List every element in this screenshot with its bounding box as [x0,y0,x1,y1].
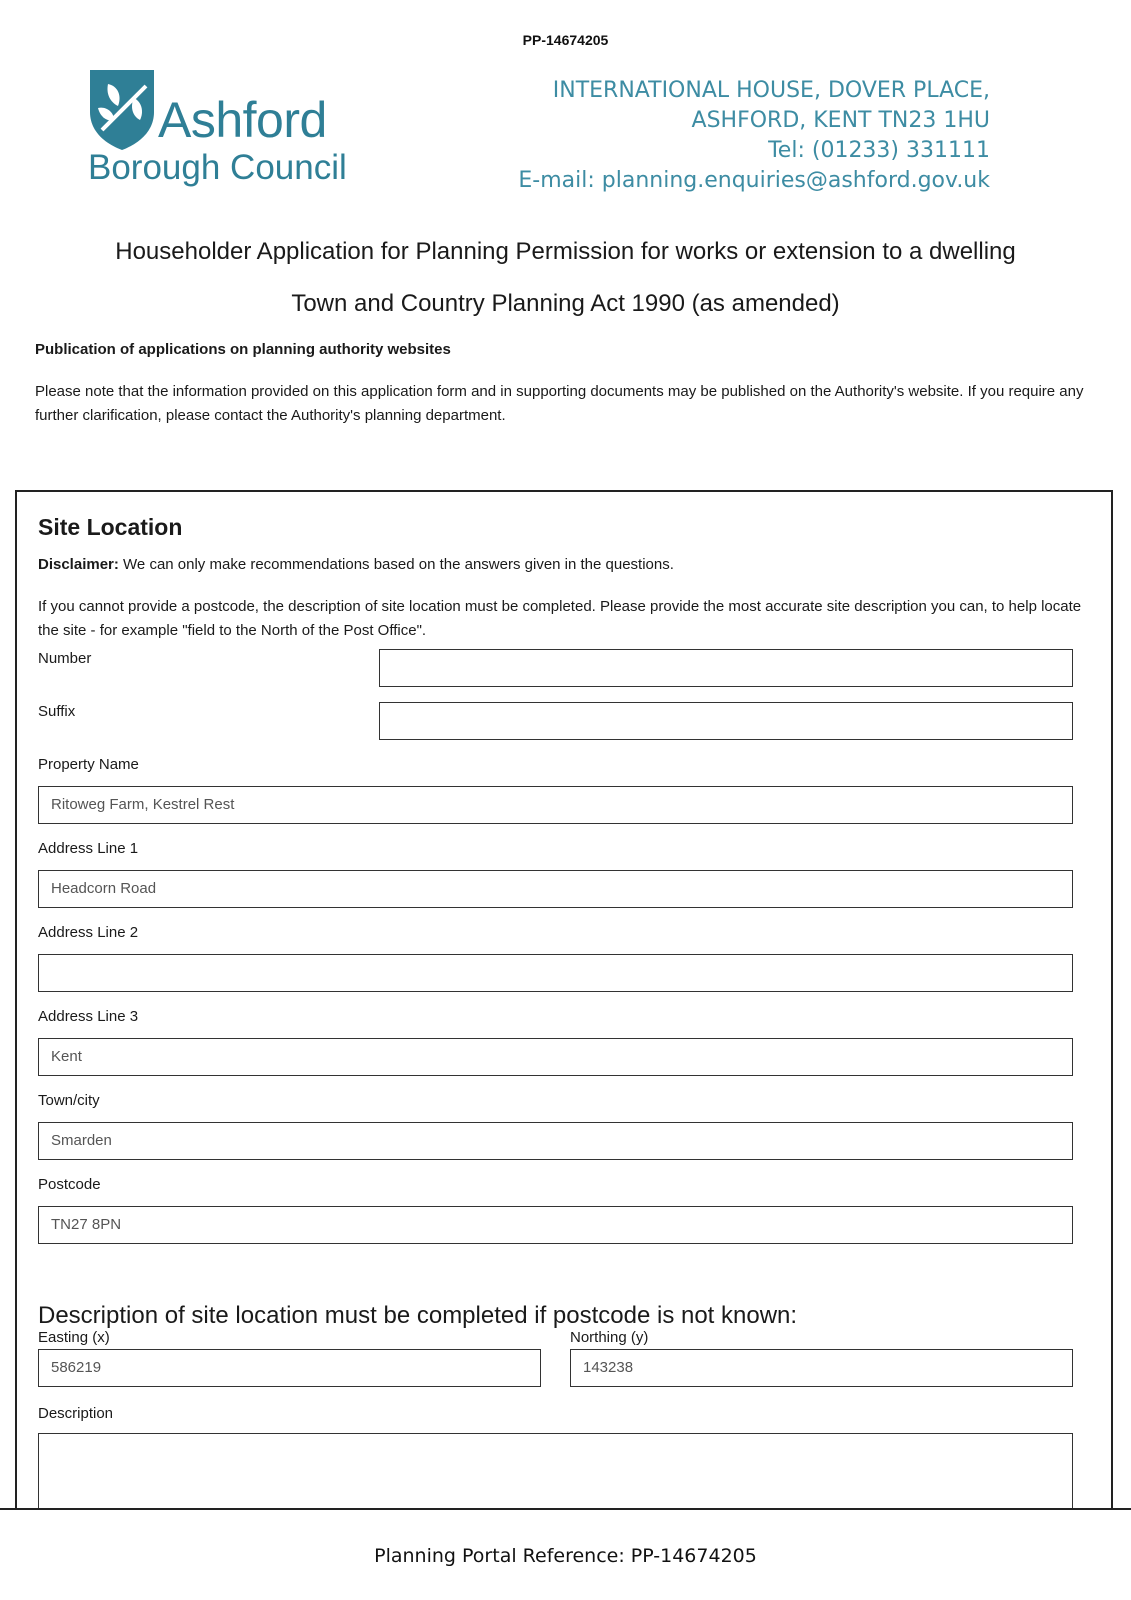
publication-notice: Please note that the information provided on this application form and in supporting documents may be published on the Authority's website. If you require any further clarification, please contact the Authority's planning department. [35,383,1084,424]
description-textarea[interactable] [38,1433,1073,1509]
easting-field[interactable]: 586219 [38,1349,541,1387]
site-location-help-text: If you cannot provide a postcode, the description of site location must be completed. Please provide the most accurate site description you can, to help locate the site - for example "field to the North of the Post Office". [38,598,1082,639]
suffix-label: Suffix [38,703,76,720]
address-line3-field[interactable]: Kent [38,1038,1073,1076]
council-contact-block [518,76,990,196]
description-label: Description [38,1405,114,1422]
address-line2-field[interactable] [38,954,1073,992]
number-label: Number [38,650,92,667]
disclaimer [38,556,674,573]
northing-label: Northing (y) [570,1329,649,1346]
easting-label: Easting (x) [38,1329,110,1346]
logo-ashford-text: Ashford [158,92,327,148]
suffix-field[interactable] [379,702,1073,740]
contact-email: E-mail: planning.enquiries@ashford.gov.uk [518,168,990,193]
contact-telephone: Tel: (01233) 331111 [768,138,990,163]
form-act-title: Town and Country Planning Act 1990 (as amended) [291,290,840,317]
address-line1-field[interactable]: Headcorn Road [38,870,1073,908]
number-field[interactable] [379,649,1073,687]
contact-address-line2: ASHFORD, KENT TN23 1HU [691,108,990,133]
postcode-field[interactable]: TN27 8PN [38,1206,1073,1244]
section-title: Site Location [38,514,183,540]
footer-reference: Planning Portal Reference: PP-14674205 [374,1545,757,1567]
description-section-heading: Description of site location must be completed if postcode is not known: [38,1302,798,1329]
town-city-field[interactable]: Smarden [38,1122,1073,1160]
form-title: Householder Application for Planning Permission for works or extension to a dwelling [115,238,1016,265]
address-line1-label: Address Line 1 [38,840,139,857]
logo-borough-council-text: Borough Council [88,148,347,187]
reference-number: PP-14674205 [522,32,609,48]
publication-heading: Publication of applications on planning authority websites [35,341,451,358]
postcode-label: Postcode [38,1176,101,1193]
council-logo [88,68,368,188]
page-divider [0,1508,1131,1510]
site-location-section [15,490,1113,1509]
contact-address-line1: INTERNATIONAL HOUSE, DOVER PLACE, [552,78,990,103]
shield-leaf-icon [88,68,158,152]
address-line2-label: Address Line 2 [38,924,139,941]
disclaimer-label: Disclaimer: [38,556,119,573]
property-name-field[interactable]: Ritoweg Farm, Kestrel Rest [38,786,1073,824]
address-line3-label: Address Line 3 [38,1008,139,1025]
town-city-label: Town/city [38,1092,100,1109]
northing-field[interactable]: 143238 [570,1349,1073,1387]
property-name-label: Property Name [38,756,139,773]
disclaimer-text: We can only make recommendations based on the answers given in the questions. [118,556,674,573]
